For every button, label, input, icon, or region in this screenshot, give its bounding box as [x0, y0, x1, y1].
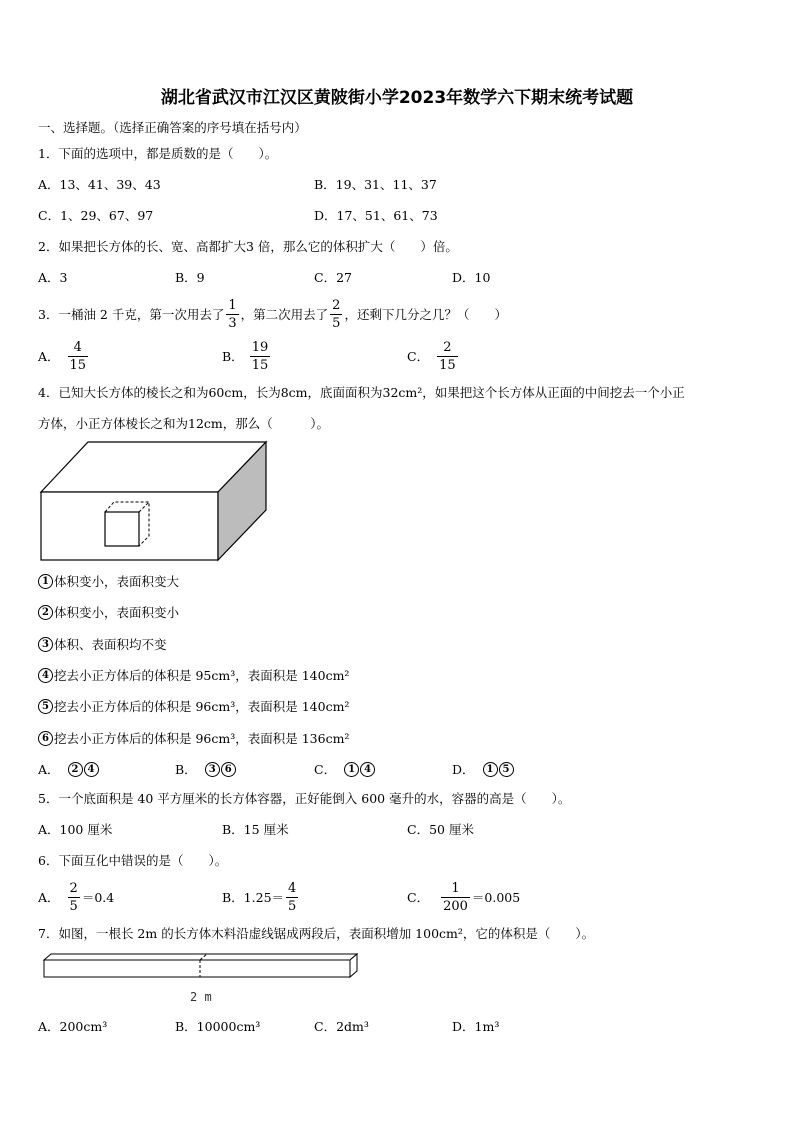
- question-4-stem-line-2: 方体，小正方体棱长之和为12cm，那么（ ）。: [38, 416, 330, 431]
- section-heading: 一、选择题。（选择正确答案的序号填在括号内）: [38, 120, 307, 135]
- page-title: 湖北省武汉市江汉区黄陂街小学2023年数学六下期末统考试题: [160, 88, 634, 108]
- question-4-option-b: B． 3 6: [175, 760, 237, 778]
- question-6-option-c: C． $\frac{1}{200}$ ＝0.005: [407, 880, 521, 914]
- question-6-option-a: A． $\frac{2}{5}$ ＝0.4: [38, 880, 115, 914]
- question-5-stem: 5．一个底面积是 40 平方厘米的长方体容器，正好能倒入 600 毫升的水，容器的高是（ ）。: [38, 791, 571, 806]
- question-4-statement-2: 2 体积变小，表面积变小: [38, 603, 179, 621]
- question-4-option-c: C． 1 4: [314, 760, 376, 778]
- circled-number: 6: [38, 731, 53, 746]
- question-6-stem: 6．下面互化中错误的是（ ）。: [38, 853, 228, 868]
- circled-number: 2: [38, 605, 53, 620]
- fraction: $\frac{2}{5}$: [332, 297, 341, 331]
- question-3-option-c: C． $\frac{2}{15}$: [407, 339, 456, 373]
- question-4-statement-5: 5 挖去小正方体后的体积是 96cm³，表面积是 140cm²: [38, 697, 349, 715]
- fraction: $\frac{1}{200}$: [443, 880, 468, 914]
- question-2-option-b: B．9: [175, 270, 205, 285]
- question-4-statement-6: 6 挖去小正方体后的体积是 96cm³，表面积是 136cm²: [38, 729, 349, 747]
- figure-length-label: 2 m: [190, 990, 212, 1004]
- question-3-text-3: ，还剩下几分之几？（ ）: [344, 307, 507, 322]
- fraction: $\frac{1}{3}$: [228, 297, 237, 331]
- question-4-statement-3: 3 体积、表面积均不变: [38, 635, 167, 653]
- question-1-option-c: C．1、29、67、97: [38, 208, 154, 223]
- question-4-statement-4: 4 挖去小正方体后的体积是 95cm³，表面积是 140cm²: [38, 666, 349, 684]
- question-1-stem: 1．下面的选项中，都是质数的是（ ）。: [38, 146, 278, 161]
- question-4-stem-line-1: 4．已知大长方体的棱长之和为60cm，长为8cm，底面面积为32cm²，如果把这个长方体从正面的中间挖去一个小正: [38, 385, 685, 400]
- cuboid-with-cutout-figure: [38, 440, 270, 564]
- fraction: $\frac{2}{5}$: [69, 880, 78, 914]
- question-6-option-b: B．1.25＝ $\frac{4}{5}$: [222, 880, 297, 914]
- question-2-option-c: C．27: [314, 270, 352, 285]
- question-5-option-c: C．50 厘米: [407, 822, 474, 837]
- question-4-option-a: A． 2 4: [38, 760, 100, 778]
- fraction: $\frac{4}{5}$: [288, 880, 297, 914]
- circled-number: 1: [38, 574, 53, 589]
- question-7-option-b: B．10000cm³: [175, 1019, 261, 1034]
- question-1-option-a: A．13、41、39、43: [38, 177, 161, 192]
- question-5-option-b: B．15 厘米: [222, 822, 289, 837]
- circled-number: 3: [38, 637, 53, 652]
- question-4-statement-1: 1 体积变小，表面积变大: [38, 572, 179, 590]
- question-3-text-2: ，第二次用去了: [240, 307, 329, 322]
- question-2-stem: 2．如果把长方体的长、宽、高都扩大3 倍，那么它的体积扩大（ ）倍。: [38, 239, 458, 254]
- question-7-option-a: A．200cm³: [38, 1019, 108, 1034]
- question-2-option-a: A．3: [38, 270, 68, 285]
- question-3-option-b: B． $\frac{19}{15}$: [222, 339, 269, 373]
- question-1-option-d: D．17、51、61、73: [314, 208, 438, 223]
- fraction: $\frac{2}{15}$: [439, 339, 456, 373]
- question-5-option-a: A．100 厘米: [38, 822, 113, 837]
- question-4-option-d: D． 1 5: [452, 760, 515, 778]
- circled-number: 4: [38, 668, 53, 683]
- fraction: $\frac{4}{15}$: [69, 339, 87, 373]
- question-3-stem: [38, 296, 507, 332]
- question-1-option-b: B．19、31、11、37: [314, 177, 437, 192]
- question-3-text-1: 3．一桶油 2 千克，第一次用去了: [38, 307, 225, 322]
- question-7-option-d: D．1m³: [452, 1019, 500, 1034]
- question-7-option-c: C．2dm³: [314, 1019, 369, 1034]
- question-2-option-d: D．10: [452, 270, 491, 285]
- circled-number: 5: [38, 699, 53, 714]
- question-7-stem: 7．如图，一根长 2m 的长方体木料沿虚线锯成两段后，表面积增加 100cm²，它的体积是（ ）。: [38, 926, 595, 941]
- question-3-option-a: A． $\frac{4}{15}$: [38, 339, 87, 373]
- fraction: $\frac{19}{15}$: [251, 339, 269, 373]
